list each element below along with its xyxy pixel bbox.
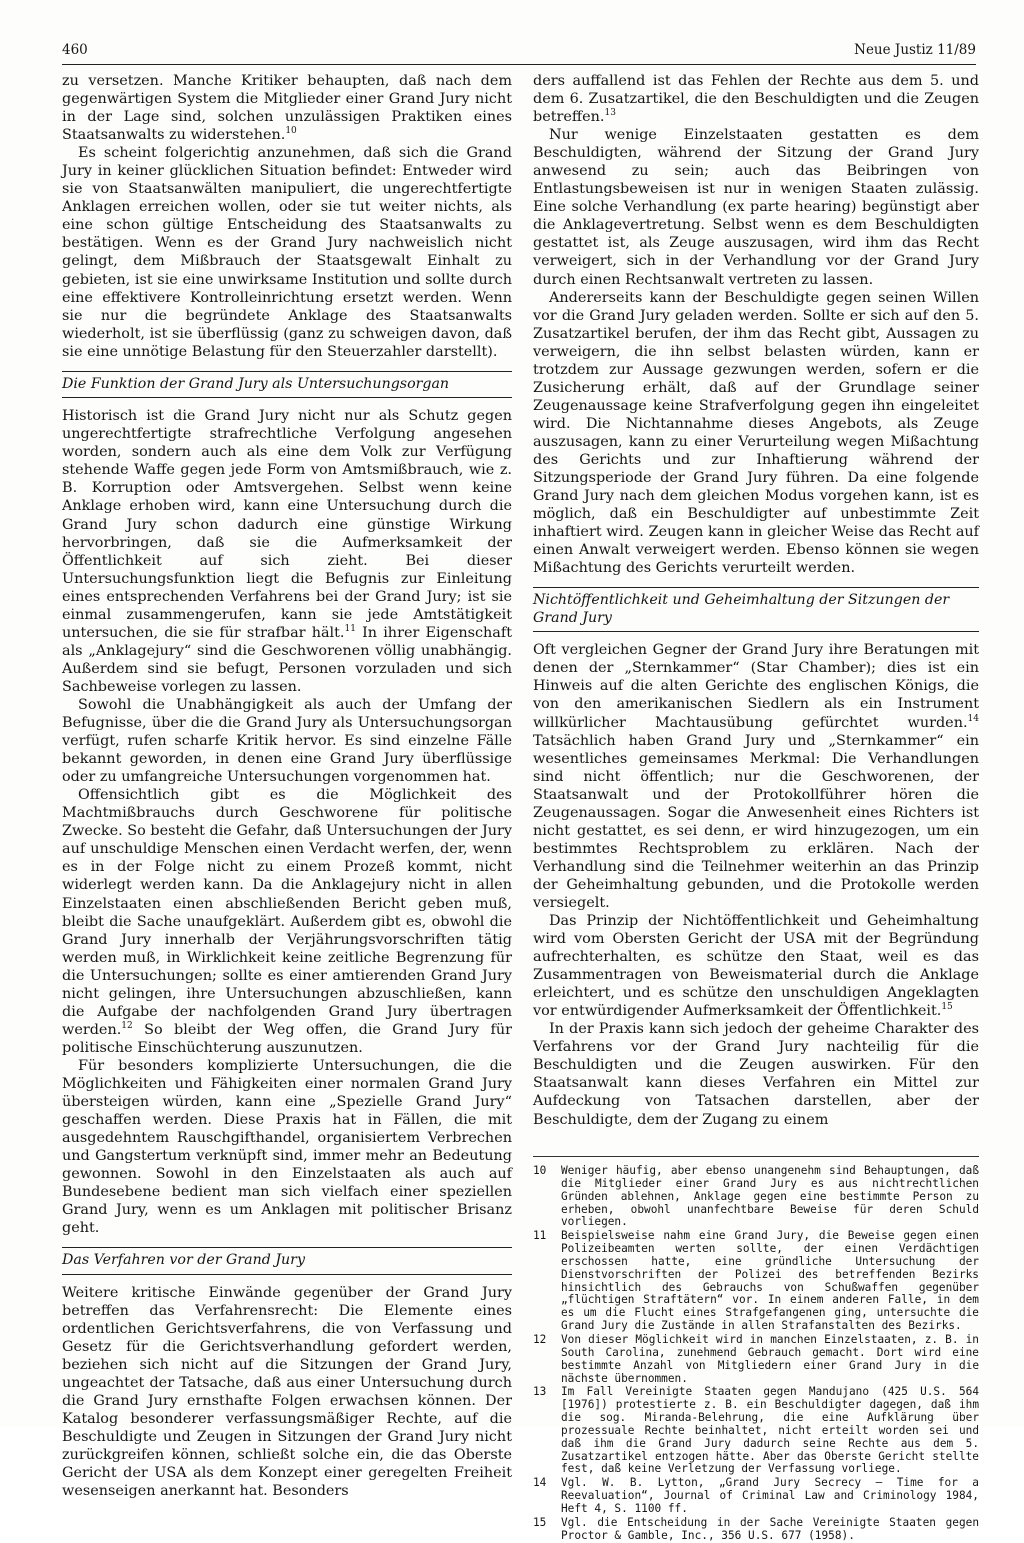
footnote-number: 13	[533, 1385, 547, 1399]
paragraph: In der Praxis kann sich jedoch der geheime Charakter des Verfahrens vor der Grand Jury nachteilig für die Beschuldigten und die Zeugen auswirken. Für den Staatsanwalt kann dieses Verfahren ein Mittel zur Aufdeckung von Tatsachen darstellen, aber der Beschuldigte, dem der Zugang zu einem	[533, 1021, 979, 1128]
paragraph: Weitere kritische Einwände gegenüber der Grand Jury betreffen das Verfahrensrecht: Die Elemente eines ordentlichen Gerichtsverfahrens, die von Verfassung und Gesetz für die Gerichtsverhandlung gefordert werden, beziehen sich nicht auf die Sitzungen der Grand Jury, ungeachtet der Tatsache, daß aus einer Untersuchung durch die Grand Jury ernsthafte Folgen erwachsen können. Der Katalog besonderer verfassungsmäßiger Rechte, auf die Beschuldigte und Zeugen in Sitzungen der Grand Jury nicht zurückgreifen können, schließt solche ein, die das Oberste Gericht der USA als dem Konzept einer geregelten Freiheit wesenseigen anerkannt hat. Besonders	[62, 1284, 512, 1500]
paragraph: Offensichtlich gibt es die Möglichkeit des Machtmißbrauchs durch Geschworene für politische Zwecke. So besteht die Gefahr, daß Untersuchungen der Jury auf unschuldige Menschen einen Verdacht werfen, der, wenn es in der Folge nicht zu einem Prozeß kommt, nicht widerlegt werden kann. Da die Anklagejury nicht in allen Einzelstaaten einen abschließenden Bericht geben muß, bleibt die Sache unaufgeklärt. Außerdem gibt es, obwohl die Grand Jury innerhalb der Verjährungsvorschriften tätig werden muß, in Wirklichkeit keine zeitliche Begrenzung für die Untersuchungen; sollte es einer amtierenden Grand Jury nicht gelingen, ihre Untersuchungen abzuschließen, kann die Aufgabe der nachfolgenden Grand Jury übertragen werden.$^{12}$ So bleibt der Weg offen, die Grand Jury für politische Einschüchterung auszunutzen.	[62, 787, 512, 1056]
left-column	[62, 72, 512, 1500]
footnote-text: Von dieser Möglichkeit wird in manchen Einzelstaaten, z. B. in South Carolina, zunehmend Gebrauch gemacht. Dort wird eine bestimmte Anzahl von Mitgliedern einer Grand Jury in die nächste übernommen.	[561, 1332, 979, 1385]
paragraph: zu versetzen. Manche Kritiker behaupten, daß nach dem gegenwärtigen System die Mitglieder einer Grand Jury nicht in der Lage sind, solchen unzulässigen Praktiken eines Staatsanwalts zu widerstehen.$^{10}$	[62, 73, 512, 144]
footnote	[533, 1230, 979, 1333]
footnote-text: Im Fall Vereinigte Staaten gegen Mandujano (425 U.S. 564 [1976]) protestierte z. B. ein Beschuldigter dagegen, daß ihm die sog. Miranda-Belehrung, die eine Aufklärung über prozessuale Rechte beinhaltet, nicht erteilt worden sei und daß ihm die Grand Jury dadurch seine Rechte aus dem 5. Zusatzartikel entzogen hätte. Aber das Oberste Gericht stellte fest, daß keine Verletzung der Verfassung vorliege.	[561, 1385, 979, 1476]
footnote	[533, 1386, 979, 1476]
header-rule	[62, 64, 976, 65]
footnote	[533, 1334, 979, 1385]
paragraph: Nur wenige Einzelstaaten gestatten es dem Beschuldigten, während der Sitzung der Grand Jury anwesend zu sein; auch das Beibringen von Entlastungsbeweisen ist nur in wenigen Staaten zulässig. Eine solche Verhandlung (ex parte hearing) begünstigt aber die Anklagevertretung. Selbst wenn es dem Beschuldigten gestattet ist, als Zeuge auszusagen, wird ihm das Recht verweigert, sich in der Verhandlung vor der Grand Jury durch einen Rechtsanwalt vertreten zu lassen.	[533, 127, 979, 288]
paragraph: Sowohl die Unabhängigkeit als auch der Umfang der Befugnisse, über die die Grand Jury als Untersuchungsorgan verfügt, rufen scharfe Kritik hervor. Es sind einzelne Fälle bekannt geworden, in denen eine Grand Jury überflüssige oder zu umfangreiche Untersuchungen vorgenommen hat.	[62, 697, 512, 786]
footnote	[533, 1517, 979, 1543]
section-heading: Die Funktion der Grand Jury als Untersuchungsorgan	[62, 371, 512, 399]
footnote-ref: 15	[941, 1002, 953, 1013]
page-number: 460	[62, 42, 88, 58]
footnote-text: Beispielsweise nahm eine Grand Jury, die Beweise gegen einen Polizeibeamten werten sollte, der einen Verdächtigen erschossen hatte, eine gründliche Untersuchung der Dienstvorschriften der Polizei des betreffenden Bezirks hinsichtlich des Gebrauchs von Schußwaffen gegenüber „flüchtigen Straftätern“ vor. In einem anderen Falle, in dem es um die Flucht eines Strafgefangenen ging, untersuchte die Grand Jury die Zustände in allen Strafanstalten des Bezirks.	[561, 1229, 979, 1333]
footnotes	[533, 1165, 979, 1543]
footnote	[533, 1165, 979, 1229]
footnote	[533, 1477, 979, 1516]
journal-issue: Neue Justiz 11/89	[854, 42, 976, 58]
footnote-ref: 13	[604, 108, 616, 119]
footnote-ref: 14	[967, 713, 979, 724]
paragraph: Es scheint folgerichtig anzunehmen, daß sich die Grand Jury in keiner glücklichen Situation befindet: Entweder wird sie von Staatsanwälten manipuliert, die ungerechtfertigte Anklagen erreichen wollen, oder sie tut weiter nichts, als eine schon gültige Entscheidung des Staatsanwalts zu bestätigen. Wenn es der Grand Jury nachweislich nicht gelingt, dem Mißbrauch der Staatsgewalt Einhalt zu gebieten, ist sie eine unwirksame Institution und sollte durch eine effektivere Kontrolleinrichtung ersetzt werden. Wenn sie nur die begründete Anklage des Staatsanwalts wiederholt, ist sie überflüssig (ganz zu schweigen davon, daß sie eine unnötige Belastung für den Steuerzahler darstellt).	[62, 145, 512, 360]
footnote-number: 14	[533, 1476, 547, 1490]
footnote-ref: 12	[121, 1021, 133, 1032]
paragraph: Historisch ist die Grand Jury nicht nur als Schutz gegen ungerechtfertigte strafrechtliche Verfolgung angesehen worden, sondern auch als eine dem Volk zur Verfügung stehende Waffe gegen jede Form von Amtsmißbrauch, wie z. B. Korruption oder Amtsvergehen. Selbst wenn keine Anklage erhoben wird, kann eine Untersuchung durch die Grand Jury schon dadurch eine günstige Wirkung hervorbringen, daß sie die Aufmerksamkeit der Öffentlichkeit auf sich zieht. Bei dieser Untersuchungsfunktion liegt die Befugnis zur Einleitung eines entsprechenden Verfahrens bei der Grand Jury; ist sie einmal zusammengerufen, kann sie jede Amtstätigkeit untersuchen, die sie für strafbar hält.$^{11}$ In ihrer Eigenschaft als „Anklagejury“ sind die Geschworenen völlig unabhängig. Außerdem sind sie befugt, Personen vorzuladen und sich Sachbeweise vorlegen zu lassen.	[62, 408, 513, 695]
section-heading: Nichtöffentlichkeit und Geheimhaltung der Sitzungen der Grand Jury	[533, 587, 979, 632]
footnote-number: 15	[533, 1515, 547, 1529]
paragraph: Das Prinzip der Nichtöffentlichkeit und Geheimhaltung wird vom Obersten Gericht der USA mit der Begründung aufrechterhalten, es schütze den Staat, weil es das Zusammentragen von Beweismaterial durch die Anklage erleichtert, und es schütze den unschuldigen Angeklagten vor entwürdigender Aufmerksamkeit der Öffentlichkeit.$^{15}$	[533, 913, 979, 1020]
footnote-number: 12	[533, 1332, 547, 1346]
paragraph: Andererseits kann der Beschuldigte gegen seinen Willen vor die Grand Jury geladen werden. Sollte er sich auf den 5. Zusatzartikel berufen, der ihm das Recht gibt, Aussagen zu verweigern, die ihn selbst belasten würden, kann er trotzdem zur Aussage gezwungen werden, sofern er die Zusicherung erhält, daß auf der Grundlage seiner Zeugenaussage keine Strafverfolgung gegen ihn eingeleitet wird. Die Nichtannahme dieses Angebots, als Zeuge auszusagen, kann zu einer Verurteilung wegen Mißachtung des Gerichts und zur Inhaftierung während der Sitzungsperiode der Grand Jury führen. Da eine folgende Grand Jury nach dem gleichen Modus vorgehen kann, ist es möglich, daß ein Beschuldigter auf unbestimmte Zeit inhaftiert wird. Zeugen kann in gleicher Weise das Recht auf einen Anwalt verweigert werden. Ebenso können sie wegen Mißachtung des Gerichts verurteilt werden.	[533, 289, 979, 577]
footnote-text: Vgl. die Entscheidung in der Sache Vereinigte Staaten gegen Proctor & Gamble, Inc., 356 U.S. 677 (1958).	[561, 1515, 979, 1542]
section-heading: Das Verfahren vor der Grand Jury	[62, 1247, 512, 1275]
paragraph: Für besonders komplizierte Untersuchungen, die die Möglichkeiten und Fähigkeiten einer normalen Grand Jury übersteigen würden, kann eine „Spezielle Grand Jury“ geschaffen werden. Diese Praxis hat in Fällen, die mit ausgedehntem Rauschgifthandel, organisiertem Verbrechen und Gangstertum verknüpft sind, immer mehr an Bedeutung gewonnen. Sowohl in den Einzelstaaten als auch auf Bundesebene bedient man sich vielfach einer speziellen Grand Jury, wenn es um Anklagen mit politischer Brisanz geht.	[62, 1057, 512, 1237]
footnote-text: Weniger häufig, aber ebenso unangenehm sind Behauptungen, daß die Mitglieder einer Grand Jury es aus nichtrechtlichen Gründen ablehnen, Anklage gegen eine bestimmte Person zu erheben, obwohl unanfechtbare Beweise für deren Schuld vorliegen.	[561, 1164, 979, 1229]
right-column	[533, 72, 979, 1129]
footnote-ref: 11	[344, 624, 356, 635]
footnote-text: Vgl. W. B. Lytton, „Grand Jury Secrecy – Time for a Reevaluation“, Journal of Criminal Law and Criminology 1984, Heft 4, S. 1100 ff.	[561, 1476, 979, 1515]
footnote-number: 11	[533, 1229, 547, 1243]
footnote-ref: 10	[285, 126, 297, 137]
footnote-number: 10	[533, 1164, 547, 1177]
paragraph: ders auffallend ist das Fehlen der Rechte aus dem 5. und dem 6. Zusatzartikel, die den Beschuldigten und die Zeugen betreffen.$^{13}$	[533, 73, 979, 126]
paragraph: Oft vergleichen Gegner der Grand Jury ihre Beratungen mit denen der „Sternkammer“ (Star Chamber); dies ist ein Hinweis auf die alten Gerichte des englischen Königs, die von den amerikanischen Siedlern als ein Instrument willkürlicher Machtausübung gefürchtet wurden.$^{14}$ Tatsächlich haben Grand Jury und „Sternkammer“ ein wesentliches gemeinsames Merkmal: Die Verhandlungen sind nicht öffentlich; nur die Geschworenen, der Staatsanwalt und der Protokollführer hören die Zeugenaussagen. Sogar die Anwesenheit eines Richters ist nicht gestattet, es sei denn, er wird hinzugezogen, um ein bestimmtes Rechtsproblem zu erklären. Nach der Verhandlung sind die Teilnehmer weiterhin an das Prinzip der Geheimhaltung gebunden, und die Protokolle werden versiegelt.	[533, 642, 979, 911]
footnote-rule	[533, 1156, 979, 1157]
